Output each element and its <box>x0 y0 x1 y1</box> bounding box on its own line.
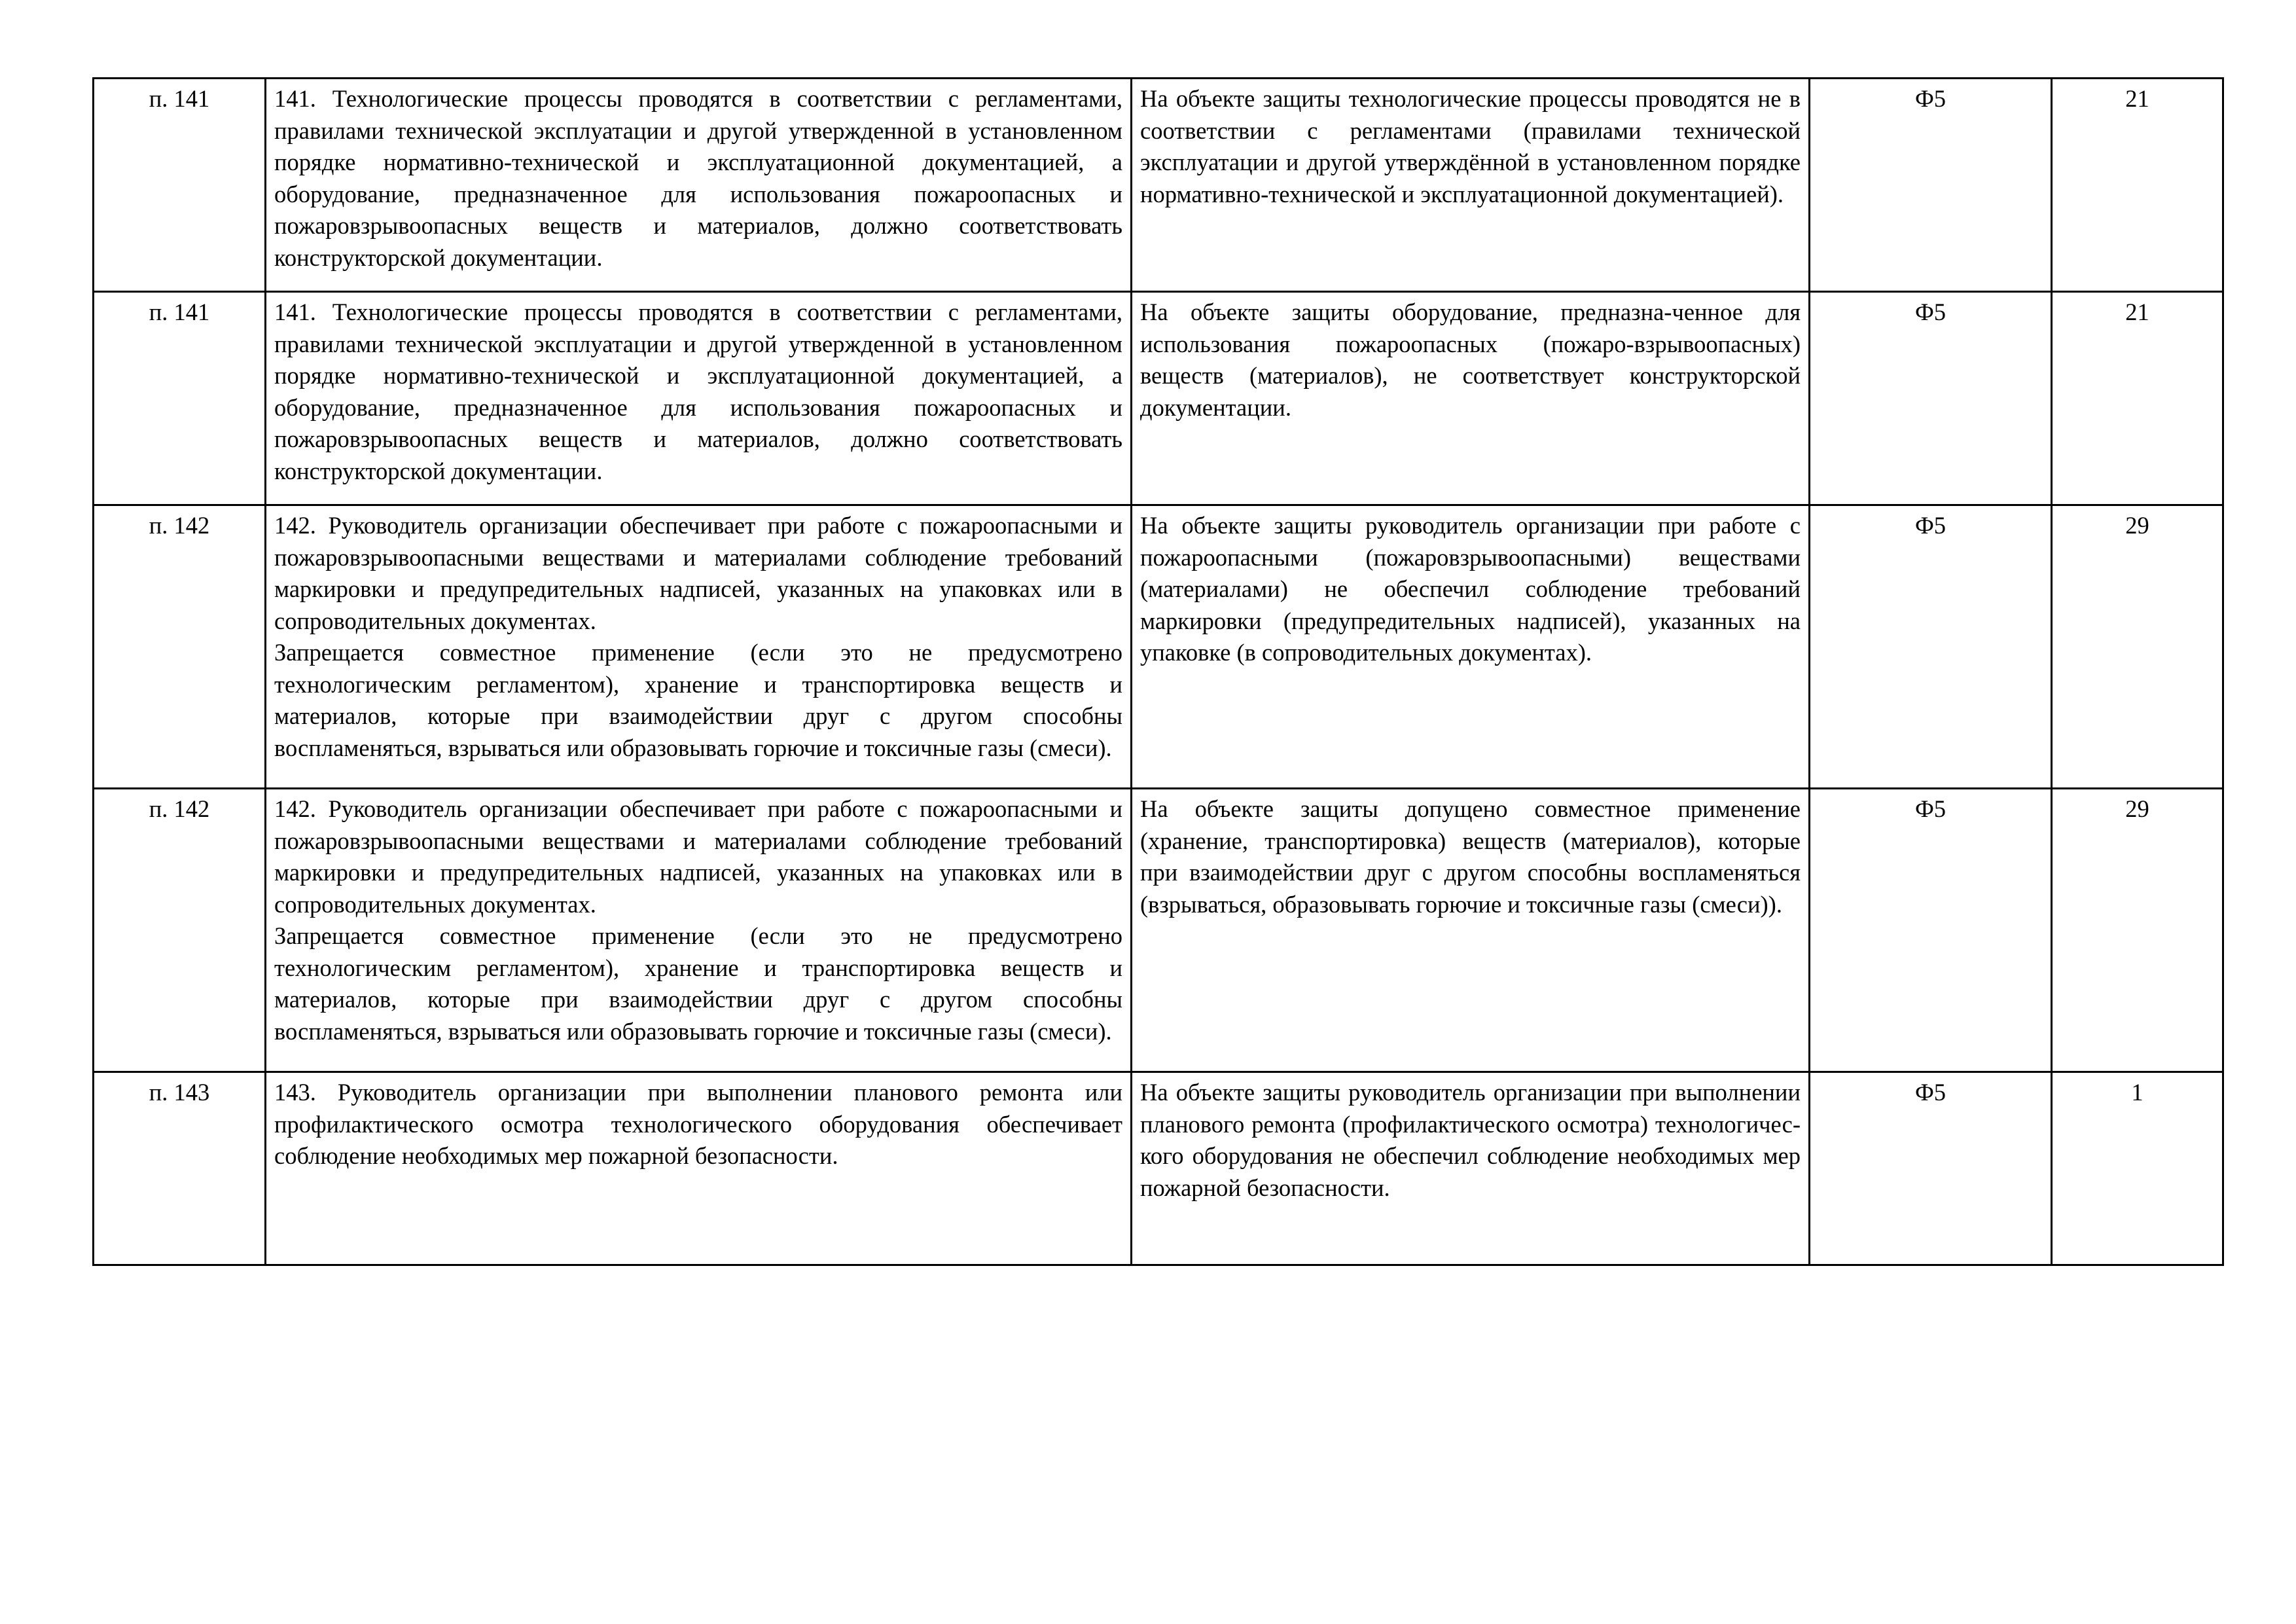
violation-count: 21 <box>2052 79 2223 292</box>
violation-paragraph: На объекте защиты технологические процессы проводятся не в соответствии с регламентами (правилами технической эксплуатации и другой утверждённой в установленном порядке нормативно-технической и эксплуатационной документацией). <box>1140 85 1801 208</box>
requirement-paragraph: Запрещается совместное применение (если это не предусмотрено технологическим регламентом), хранение и транспортировка веществ и материалов, которые при взаимодействии друг с другом способны воспламеняться, взрываться или образовывать горючие и токсичные газы (смеси). <box>274 639 1122 761</box>
violation-text <box>1132 79 1810 292</box>
requirement-text <box>266 79 1132 292</box>
requirement-text <box>266 1072 1132 1265</box>
violation-paragraph: На объекте защиты руководитель организации при выполнении планового ремонта (профилактического осмотра) технологичес-кого оборудования не обеспечил соблюдение необходимых мер пожарной безопасности. <box>1140 1079 1801 1201</box>
requirement-paragraph: 143. Руководитель организации при выполнении планового ремонта или профилактического осмотра технологического оборудования обеспечивает соблюдение необходимых мер пожарной безопасности. <box>274 1079 1122 1169</box>
clause-ref: п. 141 <box>94 79 266 292</box>
requirements-table <box>92 77 2224 1266</box>
violation-text <box>1132 505 1810 789</box>
clause-ref: п. 142 <box>94 789 266 1072</box>
category-code: Ф5 <box>1810 1072 2052 1265</box>
violation-text <box>1132 292 1810 505</box>
requirement-text <box>266 292 1132 505</box>
category-code: Ф5 <box>1810 292 2052 505</box>
requirement-paragraph: 142. Руководитель организации обеспечивает при работе с пожароопасными и пожаровзрывоопасными веществами и материалами соблюдение требований маркировки и предупредительных надписей, указанных на упаковках или в сопроводительных документах. <box>274 795 1122 918</box>
requirement-paragraph: 141. Технологические процессы проводятся в соответствии с регламентами, правилами технической эксплуатации и другой утвержденной в установленном порядке нормативно-технической и эксплуатационной документацией, а оборудование, предназначенное для использования пожароопасных и пожаровзрывоопасных веществ и материалов, должно соответствовать конструкторской документации. <box>274 85 1122 271</box>
table-row <box>94 79 2223 292</box>
violation-count: 29 <box>2052 505 2223 789</box>
violation-count: 21 <box>2052 292 2223 505</box>
clause-ref: п. 141 <box>94 292 266 505</box>
requirement-text <box>266 505 1132 789</box>
category-code: Ф5 <box>1810 789 2052 1072</box>
requirement-text <box>266 789 1132 1072</box>
table-row <box>94 789 2223 1072</box>
violation-count: 29 <box>2052 789 2223 1072</box>
clause-ref: п. 143 <box>94 1072 266 1265</box>
violation-text <box>1132 789 1810 1072</box>
requirement-paragraph: Запрещается совместное применение (если это не предусмотрено технологическим регламентом), хранение и транспортировка веществ и материалов, которые при взаимодействии друг с другом способны воспламеняться, взрываться или образовывать горючие и токсичные газы (смеси). <box>274 922 1122 1045</box>
violation-count: 1 <box>2052 1072 2223 1265</box>
violation-text <box>1132 1072 1810 1265</box>
category-code: Ф5 <box>1810 79 2052 292</box>
table-row <box>94 292 2223 505</box>
violation-paragraph: На объекте защиты допущено совместное применение (хранение, транспортировка) веществ (материалов), которые при взаимодействии друг с другом способны воспламеняться (взрываться, образовывать горючие и токсичные газы (смеси)). <box>1140 795 1801 918</box>
table-row <box>94 1072 2223 1265</box>
category-code: Ф5 <box>1810 505 2052 789</box>
requirement-paragraph: 142. Руководитель организации обеспечивает при работе с пожароопасными и пожаровзрывоопасными веществами и материалами соблюдение требований маркировки и предупредительных надписей, указанных на упаковках или в сопроводительных документах. <box>274 512 1122 634</box>
clause-ref: п. 142 <box>94 505 266 789</box>
violation-paragraph: На объекте защиты оборудование, предназна-ченное для использования пожароопасных (пожаро-взрывоопасных) веществ (материалов), не соответствует конструкторской документации. <box>1140 298 1801 421</box>
requirement-paragraph: 141. Технологические процессы проводятся в соответствии с регламентами, правилами технической эксплуатации и другой утвержденной в установленном порядке нормативно-технической и эксплуатационной документацией, а оборудование, предназначенное для использования пожароопасных и пожаровзрывоопасных веществ и материалов, должно соответствовать конструкторской документации. <box>274 298 1122 484</box>
table-row <box>94 505 2223 789</box>
violation-paragraph: На объекте защиты руководитель организации при работе с пожароопасными (пожаровзрывоопасными) веществами (материалами) не обеспечил соблюдение требований маркировки (предупредительных надписей), указанных на упаковке (в сопроводительных документах). <box>1140 512 1801 666</box>
